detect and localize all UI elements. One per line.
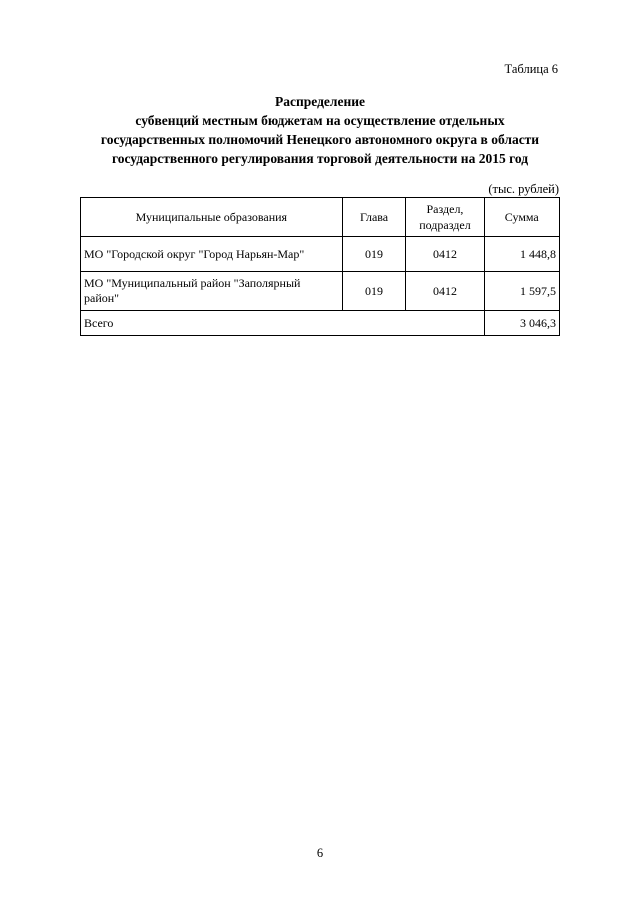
cell-municipality: МО "Городской округ "Город Нарьян-Мар" <box>81 237 343 272</box>
column-header-section <box>406 198 484 237</box>
column-header-head: Глава <box>342 198 406 237</box>
cell-municipality-line2: район" <box>84 291 120 305</box>
table-row <box>81 237 560 272</box>
table-row <box>81 272 560 311</box>
title-line-1: Распределение <box>274 94 366 109</box>
cell-sum: 1 448,8 <box>484 237 559 272</box>
cell-section: 0412 <box>406 237 484 272</box>
column-header-sum: Сумма <box>484 198 559 237</box>
column-header-section-line1: Раздел, <box>426 202 464 216</box>
title-line-2: субвенций местным бюджетам на осуществление отдельных <box>135 113 505 128</box>
column-header-section-line2: подраздел <box>419 218 471 232</box>
table-header-row <box>81 198 560 237</box>
total-label: Всего <box>81 311 485 336</box>
cell-municipality <box>81 272 343 311</box>
table-reference: Таблица 6 <box>504 62 558 76</box>
column-header-municipality: Муниципальные образования <box>81 198 343 237</box>
units-note: (тыс. рублей) <box>488 182 559 196</box>
document-title <box>60 92 580 168</box>
cell-head: 019 <box>342 272 406 311</box>
cell-section: 0412 <box>406 272 484 311</box>
title-line-4: государственного регулирования торговой деятельности на 2015 год <box>111 151 529 166</box>
cell-municipality-line1: МО "Муниципальный район "Заполярный <box>84 276 301 290</box>
cell-head: 019 <box>342 237 406 272</box>
subvention-table <box>80 197 560 336</box>
cell-sum: 1 597,5 <box>484 272 559 311</box>
page-number: 6 <box>316 846 324 860</box>
total-sum: 3 046,3 <box>484 311 559 336</box>
table-total-row <box>81 311 560 336</box>
title-line-3: государственных полномочий Ненецкого автономного округа в области <box>100 132 540 147</box>
